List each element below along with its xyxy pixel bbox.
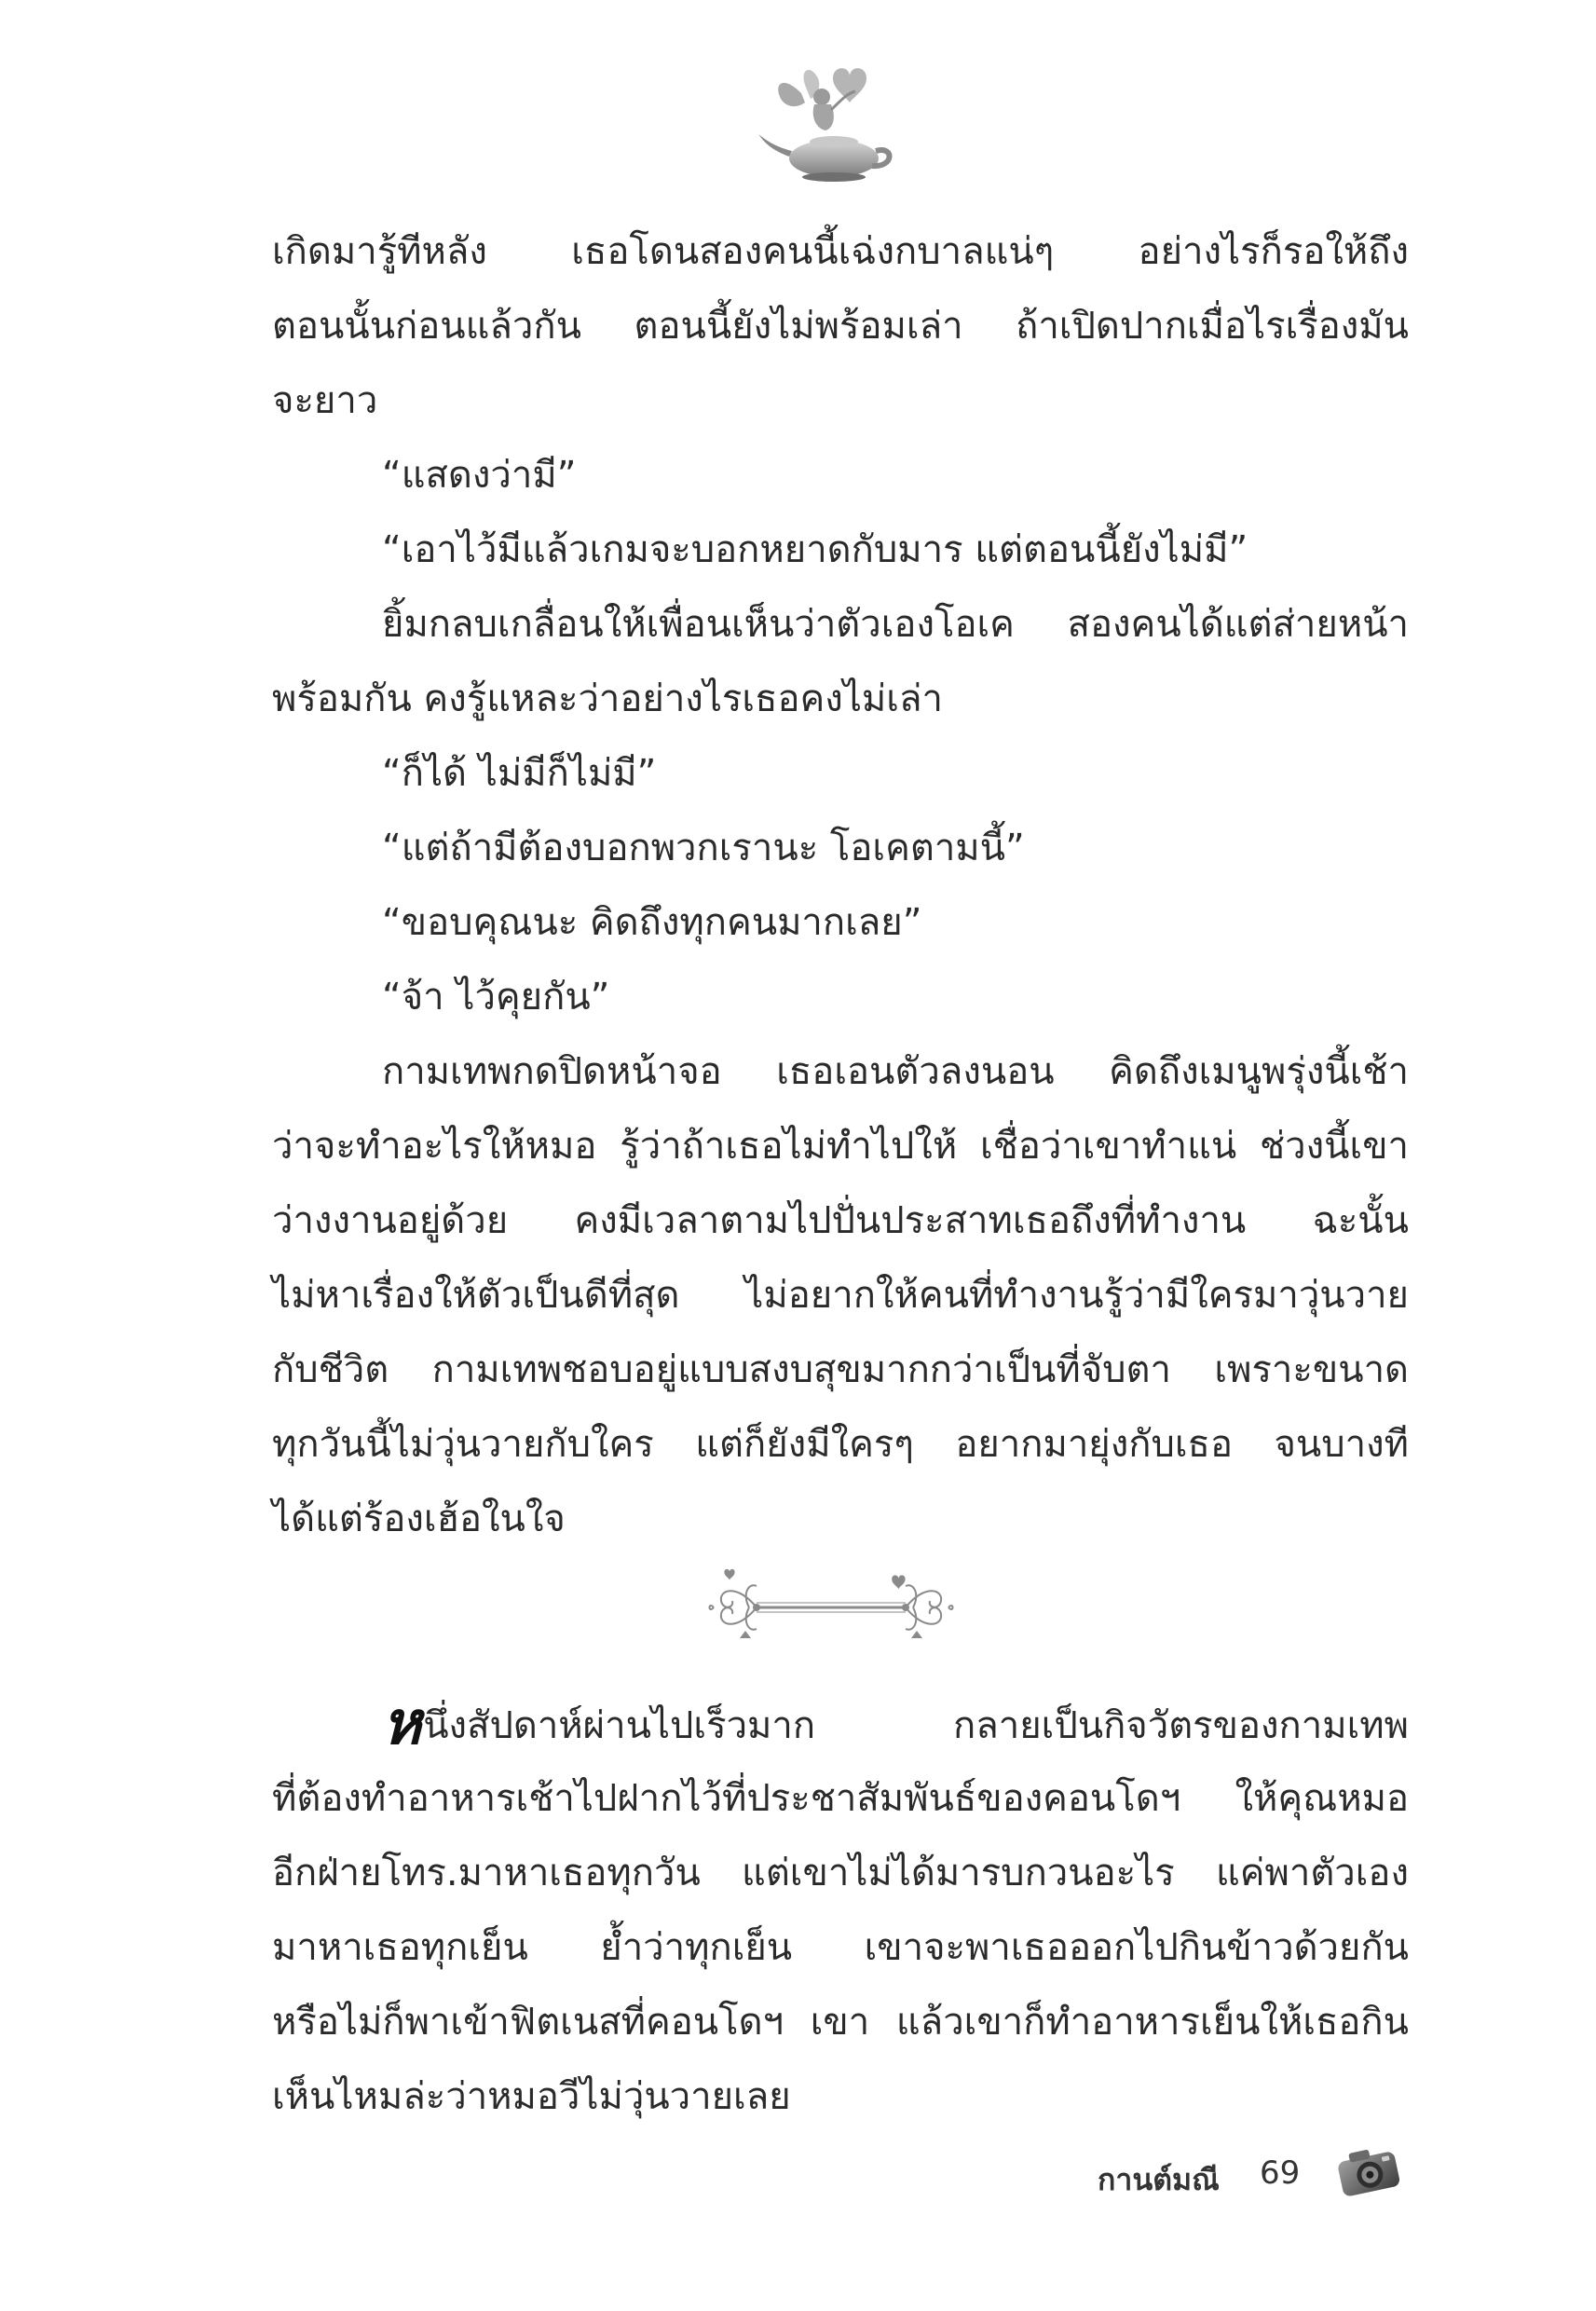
paragraph-3-line-1: กามเทพกดปิดหน้าจอ เธอเอนตัวลงนอน คิดถึงเมนูพรุ่งนี้เช้า	[382, 1050, 1409, 1093]
cupid-teapot-icon	[745, 56, 904, 186]
footer-book-title: กานต์มณี	[1098, 2162, 1220, 2197]
paragraph-3-line-3: ว่างงานอยู่ด้วย คงมีเวลาตามไปปั่นประสาทเธอถึงที่ทำงาน ฉะนั้น	[272, 1199, 1409, 1242]
page-number: 69	[1260, 2154, 1301, 2192]
dialogue-line-1: “แสดงว่ามี”	[382, 454, 577, 497]
paragraph-4-line-4: มาหาเธอทุกเย็น ย้ำว่าทุกเย็น เขาจะพาเธอออกไปกินข้าวด้วยกัน	[272, 1926, 1409, 1969]
paragraph-4-line-5: หรือไม่ก็พาเข้าฟิตเนสที่คอนโดฯ เขา แล้วเขาก็ทำอาหารเย็นให้เธอกิน	[272, 2001, 1409, 2044]
paragraph-3-line-2: ว่าจะทำอะไรให้หมอ รู้ว่าถ้าเธอไม่ทำไปให้ เชื่อว่าเขาทำแน่ ช่วงนี้เขา	[272, 1125, 1409, 1168]
dialogue-line-5: “ขอบคุณนะ คิดถึงทุกคนมากเลย”	[382, 901, 922, 944]
paragraph-4-line-2: ที่ต้องทำอาหารเช้าไปฝากไว้ที่ประชาสัมพันธ์ของคอนโดฯ ให้คุณหมอ	[272, 1777, 1409, 1820]
paragraph-3-line-5: กับชีวิต กามเทพชอบอยู่แบบสงบสุขมากกว่าเป็นที่จับตา เพราะขนาด	[272, 1348, 1409, 1391]
paragraph-4-line-1	[382, 1687, 1409, 1763]
paragraph-2-line-2: พร้อมกัน คงรู้แหละว่าอย่างไรเธอคงไม่เล่า	[272, 677, 943, 720]
paragraph-3-line-7: ได้แต่ร้องเฮ้อในใจ	[272, 1497, 566, 1540]
paragraph-1-line-1: เกิดมารู้ทีหลัง เธอโดนสองคนนี้เฉ่งกบาลแน่ๆ อย่างไรก็รอให้ถึง	[272, 230, 1409, 273]
dialogue-line-3: “ก็ได้ ไม่มีก็ไม่มี”	[382, 752, 657, 795]
dialogue-line-6: “จ้า ไว้คุยกัน”	[382, 976, 610, 1019]
paragraph-1-line-3: จะยาว	[272, 379, 378, 422]
dialogue-line-4: “แต่ถ้ามีต้องบอกพวกเรานะ โอเคตามนี้”	[382, 827, 1025, 869]
paragraph-3-line-6: ทุกวันนี้ไม่วุ่นวายกับใคร แต่ก็ยังมีใครๆ อยากมายุ่งกับเธอ จนบางที	[272, 1423, 1409, 1466]
paragraph-1-line-2: ตอนนั้นก่อนแล้วกัน ตอนนี้ยังไม่พร้อมเล่า ถ้าเปิดปากเมื่อไรเรื่องมัน	[272, 305, 1409, 348]
paragraph-2-line-1: ยิ้มกลบเกลื่อนให้เพื่อนเห็นว่าตัวเองโอเค สองคนได้แต่ส่ายหน้า	[382, 603, 1409, 646]
dialogue-line-2: “เอาไว้มีแล้วเกมจะบอกหยาดกับมาร แต่ตอนนี้ยังไม่มี”	[382, 528, 1248, 571]
camera-icon	[1332, 2140, 1405, 2207]
paragraph-4-line-1-text: นึ่งสัปดาห์ผ่านไปเร็วมาก กลายเป็นกิจวัตรของกามเทพ	[423, 1704, 1409, 1747]
paragraph-3-line-4: ไม่หาเรื่องให้ตัวเป็นดีที่สุด ไม่อยากให้คนที่ทำงานรู้ว่ามีใครมาวุ่นวาย	[272, 1274, 1409, 1317]
paragraph-4-line-6: เห็นไหมล่ะว่าหมอวีไม่วุ่นวายเลย	[272, 2075, 791, 2118]
ornamental-divider-icon	[701, 1566, 962, 1649]
drop-cap: ห	[382, 1689, 422, 1758]
paragraph-4-line-3: อีกฝ่ายโทร.มาหาเธอทุกวัน แต่เขาไม่ได้มารบกวนอะไร แค่พาตัวเอง	[272, 1852, 1409, 1894]
